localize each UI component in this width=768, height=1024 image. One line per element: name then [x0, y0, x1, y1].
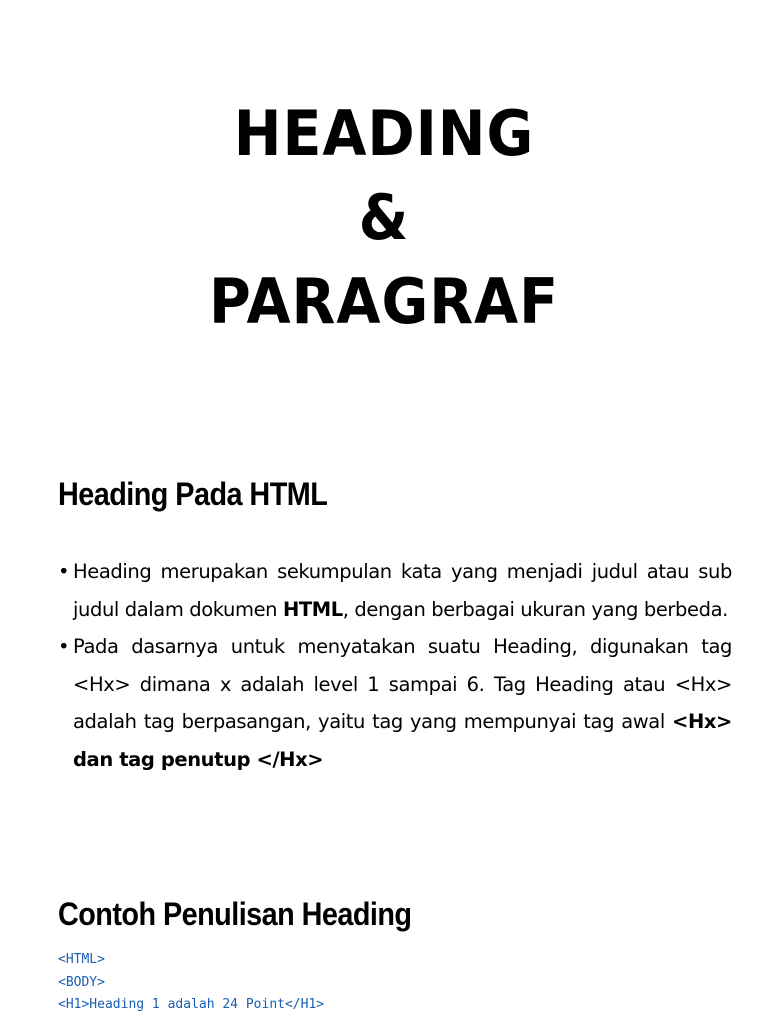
title-line-paragraf: PARAGRAF — [208, 265, 560, 338]
title-line-ampersand: & — [358, 181, 410, 254]
bullet-item-tag-usage — [58, 628, 732, 778]
code-example — [58, 949, 324, 1017]
section-heading-heading-pada-html: Heading Pada HTML — [58, 476, 328, 512]
bullet-text: Heading merupakan sekumpulan kata yang menjadi judul atau sub judul dalam dokumen — [73, 560, 732, 621]
title-line-heading: HEADING — [233, 97, 535, 170]
bullet-bold-text: <Hx> dan tag penutup </Hx> — [73, 710, 732, 771]
code-line-body: <BODY> — [58, 974, 105, 990]
bullet-text: Pada dasarnya untuk menyatakan suatu Heading, digunakan tag <Hx> dimana x adalah level 1 sampai 6. Tag Heading atau <Hx> adalah tag berpasangan, yaitu tag yang mempunyai tag awal — [73, 635, 732, 733]
bullet-list — [58, 553, 732, 778]
bullet-text-end: , dengan berbagai ukuran yang berbeda. — [342, 597, 728, 621]
code-line-h1: <H1>Heading 1 adalah 24 Point</H1> — [58, 997, 325, 1012]
bullet-bold-text: HTML — [282, 597, 343, 621]
document-title — [0, 92, 768, 344]
bullet-marker: • — [58, 560, 70, 583]
section-heading-contoh-penulisan: Contoh Penulisan Heading — [58, 896, 412, 932]
bullet-item-definition — [58, 553, 732, 628]
bullet-marker: • — [58, 635, 70, 658]
code-line-html: <HTML> — [58, 952, 105, 967]
